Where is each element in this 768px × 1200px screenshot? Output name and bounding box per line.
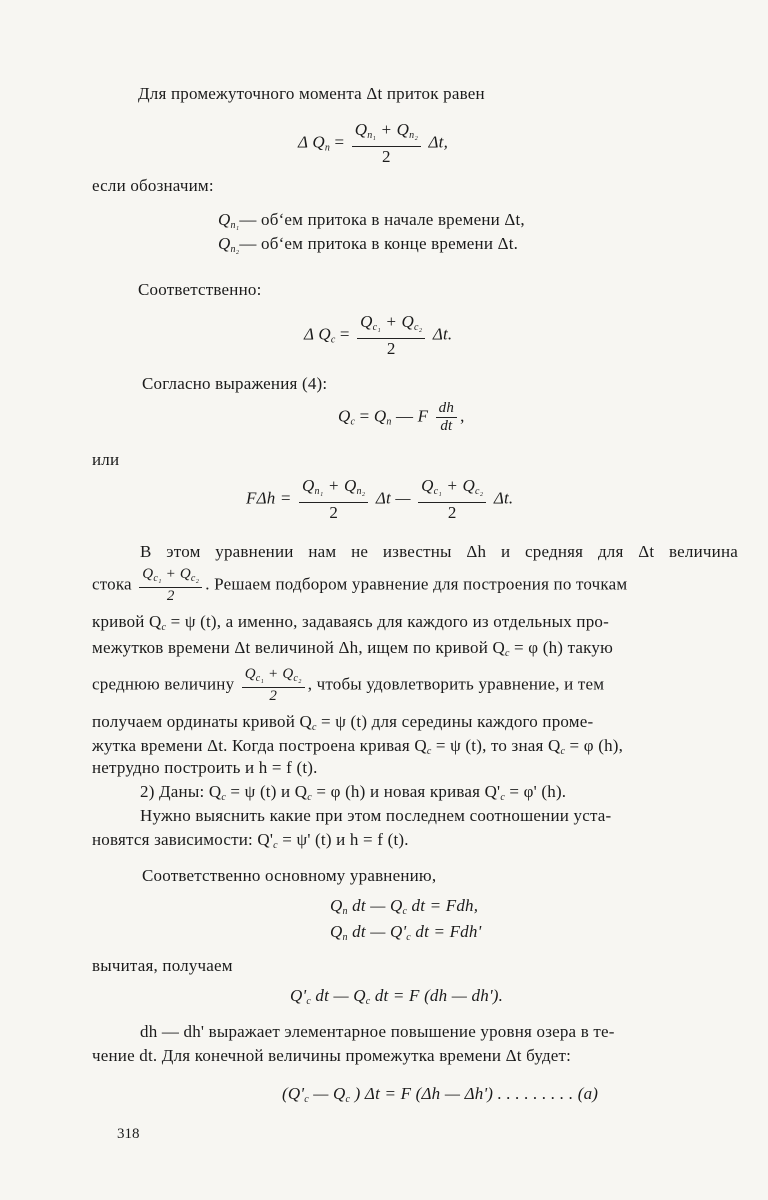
fraction: $\frac{dh}{dt}$ [436, 400, 457, 435]
definition-line: $Q_{n_2}—$ об‘ем притока в конце времени Δt. [218, 234, 519, 255]
definition-line: $Q_{n_1}—$ об‘ем притока в начале времени Δt, [218, 210, 525, 231]
text-line: Соответственно: [138, 280, 262, 299]
paragraph-line: чение dt. Для конечной величины промежутка времени Δt будет: [92, 1046, 572, 1065]
paragraph-line: кривой $Q_c = \psi$ (t), а именно, задаваясь для каждого из отдельных про- [92, 612, 609, 633]
paragraph-line: межутков времени Δt величиной Δh, ищем по кривой $Q_c = \varphi$ (h) такую [92, 638, 614, 659]
equation-line-a: ($Q'_c$ — $Q_c$ ) Δt = F (Δh — Δh') . . . . . . . . . (a) [282, 1084, 599, 1105]
equation-line: $Q'_c$ dt — $Q_c$ dt = F (dh — dh'). [290, 986, 504, 1007]
paragraph-line: 2) Даны: $Q_c = \psi$ (t) и $Q_c = \varphi$ (h) и новая кривая $Q'_c = \varphi'$ (h). [140, 782, 567, 803]
paragraph-line: среднюю величину $\frac{Q_{c_1} + Q_{c_2}}{2}$ , чтобы удовлетворить уравнение, и тем [92, 666, 605, 704]
text-line: или [92, 450, 120, 469]
equation-line: $Q_n$ dt — $Q_c$ dt = Fdh, [330, 896, 479, 917]
eq-tail: Δt, [428, 132, 449, 152]
text-line: Согласно выражения (4): [142, 374, 328, 393]
paragraph-line: новятся зависимости: $Q'_c = \psi'$ (t) и h = f (t). [92, 830, 409, 851]
page-number: 318 [117, 1126, 140, 1142]
paragraph-line: Нужно выяснить какие при этом последнем соотношении уста- [140, 806, 612, 825]
paragraph-line: получаем ординаты кривой $Q_c = \psi$ (t) для середины каждого проме- [92, 712, 594, 733]
equation-line: $Q_n$ dt — $Q'_c$ dt = Fdh' [330, 922, 482, 943]
text-line: если обозначим: [92, 176, 214, 195]
paragraph-line: dh — dh' выражает элементарное повышение уровня озера в те- [140, 1022, 615, 1041]
equation-outflow-delta: Δ $Q_c$ = $\frac{Q_{c_1} + Q_{c_2}}{2}$ Δt. [304, 312, 453, 358]
text-line: Для промежуточного момента Δt приток равен [138, 84, 485, 103]
paragraph-line: жутка времени Δt. Когда построена кривая $Q_c = \psi$ (t), то зная $Q_c = \varphi$ (h), [92, 736, 624, 757]
fraction: $\frac{Q_{c_1} + Q_{c_2}}{2}$ [139, 566, 202, 605]
equation-inflow-delta [298, 120, 448, 167]
fraction: $\frac{Q_{c_1} + Q_{c_2}}{2}$ [418, 476, 486, 523]
eq-sub: n [324, 142, 331, 154]
fraction: $\frac{Q_{n_1} + Q_{n_2}}{2}$ [299, 476, 368, 523]
eq-lhs: Δ Q [298, 132, 325, 152]
paragraph-line: стока $\frac{Q_{c_1} + Q_{c_2}}{2}$ . Решаем подбором уравнение для построения по точкам [92, 566, 628, 604]
fraction: $\frac{Q_{n_1} + Q_{n_2}}{2}$ [352, 120, 421, 167]
equation-balance: $Q_c = Q_n$ — F $\frac{dh}{dt}$ , [338, 400, 465, 434]
equation-finite: FΔh = $\frac{Q_{n_1} + Q_{n_2}}{2}$ Δt — $\frac{Q_{c_1} + Q_{c_2}}{2}$ Δt. [246, 476, 514, 522]
text-line: вычитая, получаем [92, 956, 233, 975]
paragraph-line: нетрудно построить и h = f (t). [92, 758, 318, 777]
paragraph-line: В этом уравнении нам не известны Δh и средняя для Δt величина [140, 542, 738, 561]
fraction: $\frac{Q_{c_1} + Q_{c_2}}{2}$ [357, 312, 425, 359]
eq-sign: = [334, 132, 345, 152]
text-line: Соответственно основному уравнению, [142, 866, 437, 885]
fraction: $\frac{Q_{c_1} + Q_{c_2}}{2}$ [242, 666, 305, 705]
